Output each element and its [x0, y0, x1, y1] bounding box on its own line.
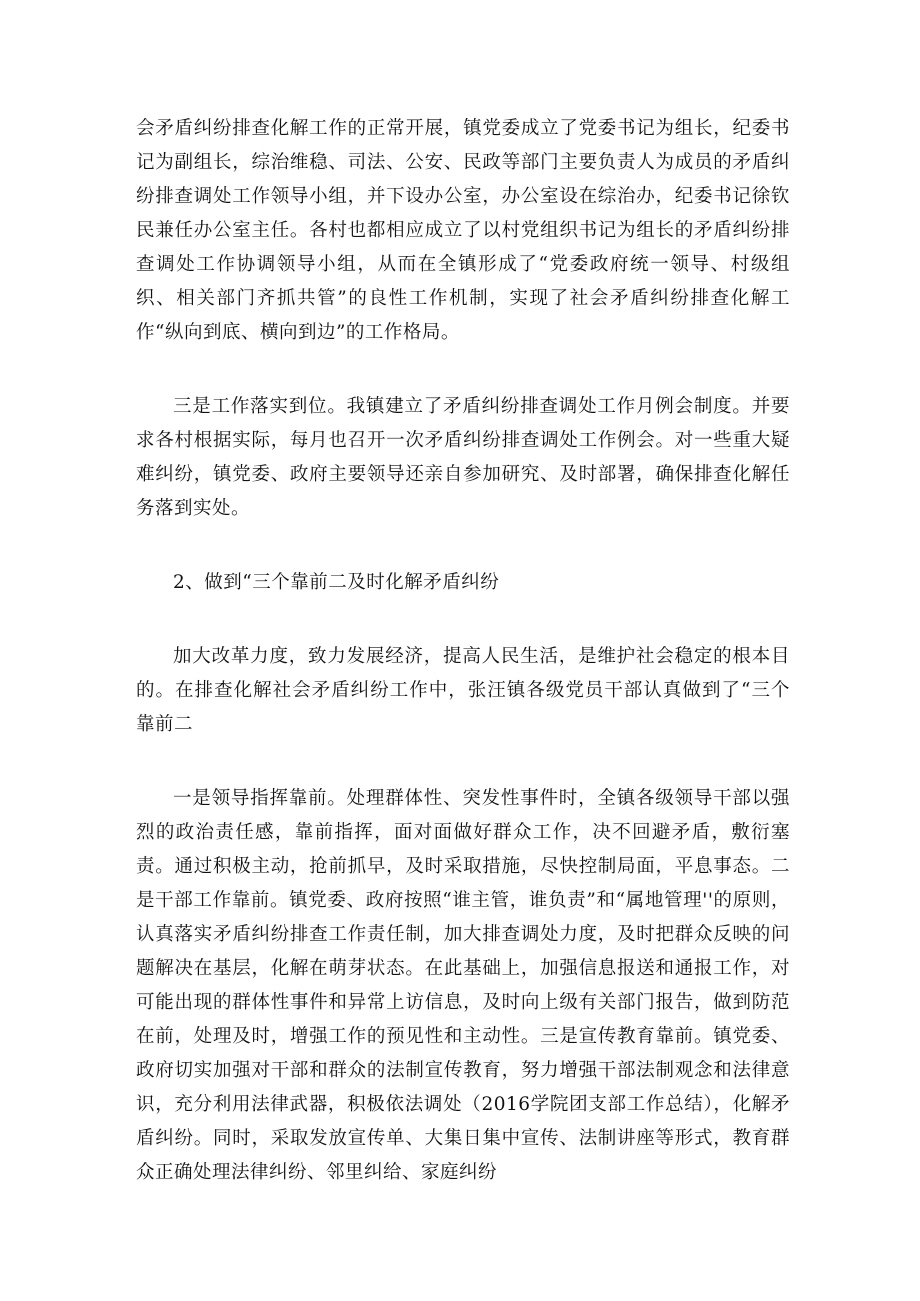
- paragraph-work-implementation: 三是工作落实到位。我镇建立了矛盾纠纷排查调处工作月例会制度。并要求各村根据实际，每月也召开一次矛盾纠纷排查调处工作例会。对一些重大疑难纠纷，镇党委、政府主要领导还亲自参加研究、及时部署，确保排查化解任务落到实处。: [136, 396, 790, 519]
- paragraph-committee-structure: 会矛盾纠纷排查化解工作的正常开展，镇党委成立了党委书记为组长，纪委书记为副组长，综治维稳、司法、公安、民政等部门主要负责人为成员的矛盾纠纷排查调处工作领导小组，并下设办公室，办公室设在综治办，纪委书记徐钦民兼任办公室主任。各村也都相应成立了以村党组织书记为组长的矛盾纠纷排查调处工作协调领导小组，从而在全镇形成了“党委政府统一领导、村级组织、相关部门齐抓共管”的良性工作机制，实现了社会矛盾纠纷排查化解工作“纵向到底、横向到边”的工作格局。: [136, 118, 790, 343]
- paragraph-gap: [136, 742, 790, 782]
- paragraph-gap: [136, 526, 790, 566]
- paragraph-three-forward: 一是领导指挥靠前。处理群体性、突发性事件时，全镇各级领导干部以强烈的政治责任感，靠前指挥，面对面做好群众工作，决不回避矛盾，敷衍塞责。通过积极主动，抢前抓早，及时采取措施，尽快控制局面，平息事态。二是干部工作靠前。镇党委、政府按照“谁主管，谁负责”和“属地管理''的原则，认真落实矛盾纠纷排查工作责任制，加大排查调处力度，及时把群众反映的问题解决在基层，化解在萌芽状态。在此基础上，加强信息报送和通报工作，对可能出现的群体性事件和异常上访信息，及时向上级有关部门报告，做到防范在前，处理及时，增强工作的预见性和主动性。三是宣传教育靠前。镇党委、政府切实加强对干部和群众的法制宣传教育，努力增强干部法制观念和法律意识，充分利用法律武器，积极依法调处（2016学院团支部工作总结），化解矛盾纠纷。同时，采取发放宣传单、大集日集中宣传、法制讲座等形式，教育群众正确处理法律纠纷、邻里纠给、家庭纠纷: [136, 788, 790, 1183]
- paragraph-gap: [136, 350, 790, 390]
- paragraph-gap: [136, 600, 790, 640]
- section-heading: 2、做到“三个靠前二及时化解矛盾纠纷: [173, 572, 500, 593]
- paragraph-reform-intro: 加大改革力度，致力发展经济，提高人民生活，是维护社会稳定的根本目的。在排查化解社会矛盾纠纷工作中，张汪镇各级党员干部认真做到了“三个靠前二: [136, 646, 790, 735]
- document-page: [136, 112, 790, 1190]
